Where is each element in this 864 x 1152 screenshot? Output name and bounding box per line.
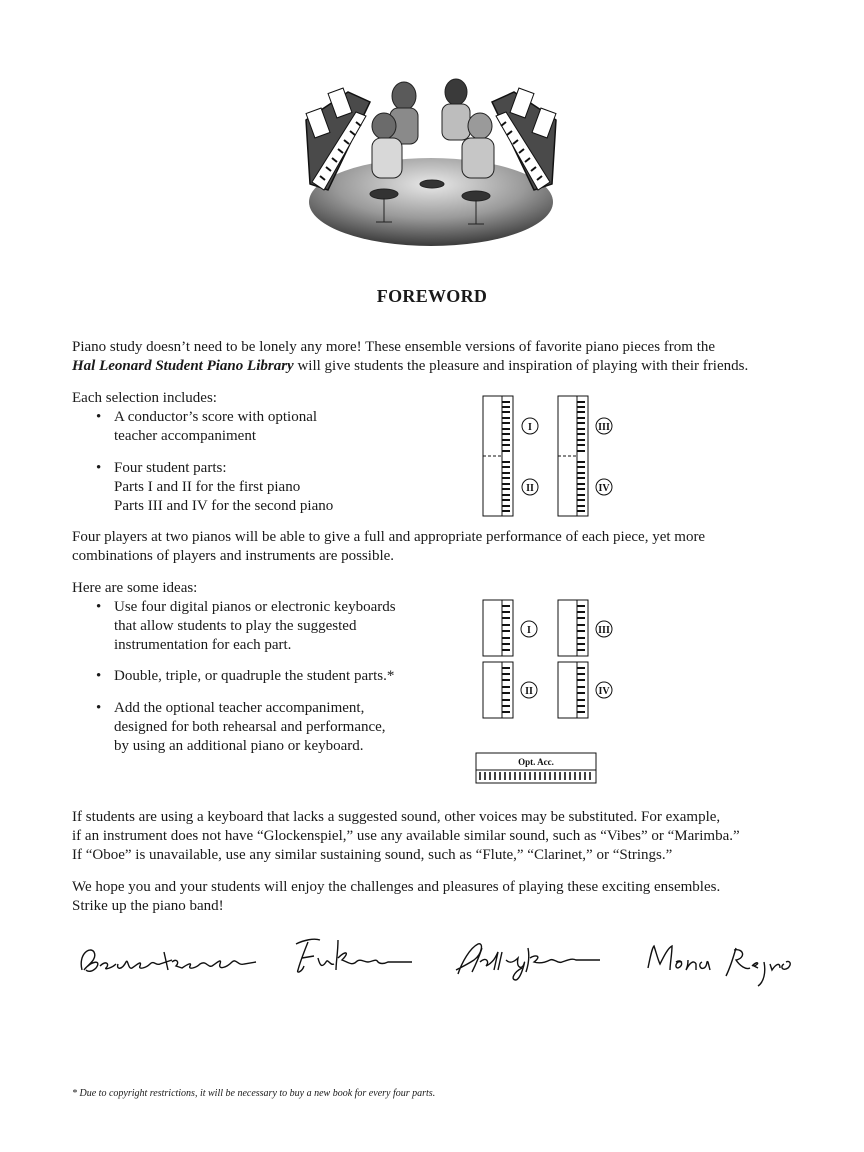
part-label-iii-2: III xyxy=(598,625,610,636)
intro-line-1: Piano study doesn’t need to be lonely any more! These ensemble versions of favorite piano pieces from the xyxy=(72,339,716,355)
signature-fred-kern xyxy=(290,932,420,980)
ideas-heading: Here are some ideas: xyxy=(72,580,198,596)
substitute-line-3: If “Oboe” is unavailable, use any similar sustaining sound, such as “Flute,” “Clarinet,” or “Strings.” xyxy=(72,847,673,863)
ideas-bullet-1-line-1: • Use four digital pianos or electronic keyboards xyxy=(114,598,396,617)
players-paragraph-line-2: combinations of players and instruments are possible. xyxy=(72,548,395,564)
includes-bullet-1-line-2: teacher accompaniment xyxy=(114,428,257,444)
two-piano-diagram xyxy=(480,394,620,520)
children-at-pianos-illustration xyxy=(300,72,562,248)
includes-bullet-2-line-3: Parts III and IV for the second piano xyxy=(114,498,334,514)
ideas-bullet-1-line-2: that allow students to play the suggested xyxy=(114,618,357,634)
signature-barbara-kreader xyxy=(72,936,272,986)
footnote: * Due to copyright restrictions, it will be necessary to buy a new book for every four parts. xyxy=(72,1088,436,1099)
intro-line-2-rest: will give students the pleasure and inspiration of playing with their friends. xyxy=(293,358,749,374)
substitute-line-2: if an instrument does not have “Glockenspiel,” use any available similar sound, such as “Vibes” or “Marimba.” xyxy=(72,828,740,844)
players-paragraph-line-1: Four players at two pianos will be able to give a full and appropriate performance of each piece, yet more xyxy=(72,529,706,545)
ideas-bullet-3-line-1: • Add the optional teacher accompaniment, xyxy=(114,699,364,718)
part-label-ii-2: II xyxy=(525,686,533,697)
includes-heading: Each selection includes: xyxy=(72,390,217,406)
includes-bullet-2-line-2: Parts I and II for the first piano xyxy=(114,479,301,495)
part-label-ii: II xyxy=(526,483,534,494)
closing-line-1: We hope you and your students will enjoy the challenges and pleasures of playing these exciting ensembles. xyxy=(72,879,721,895)
opt-acc-label: Opt. Acc. xyxy=(518,757,554,767)
closing-line-2: Strike up the piano band! xyxy=(72,898,224,914)
includes-bullet-1-line-1: • A conductor’s score with optional xyxy=(114,408,317,427)
ideas-bullet-2-line-1: • Double, triple, or quadruple the student parts.* xyxy=(114,667,394,686)
part-label-iii: III xyxy=(598,422,610,433)
book-title: Hal Leonard Student Piano Library xyxy=(72,358,294,374)
part-label-i: I xyxy=(528,422,532,433)
page-title: FOREWORD xyxy=(376,286,488,306)
ideas-bullet-3-line-3: by using an additional piano or keyboard. xyxy=(114,738,364,754)
ideas-bullet-3-line-2: designed for both rehearsal and performance, xyxy=(114,719,386,735)
includes-bullet-2-line-1: • Four student parts: xyxy=(114,459,227,478)
part-label-iv-2: IV xyxy=(598,686,610,697)
four-keyboard-diagram xyxy=(474,598,634,788)
substitute-line-1: If students are using a keyboard that lacks a suggested sound, other voices may be substituted. For example, xyxy=(72,809,721,825)
part-label-i-2: I xyxy=(527,625,531,636)
ideas-bullet-1-line-3: instrumentation for each part. xyxy=(114,637,292,653)
signature-mona-rejino xyxy=(640,938,800,990)
signature-phillip-keveren xyxy=(450,934,610,984)
intro-line-2 xyxy=(72,357,748,376)
part-label-iv: IV xyxy=(598,483,610,494)
